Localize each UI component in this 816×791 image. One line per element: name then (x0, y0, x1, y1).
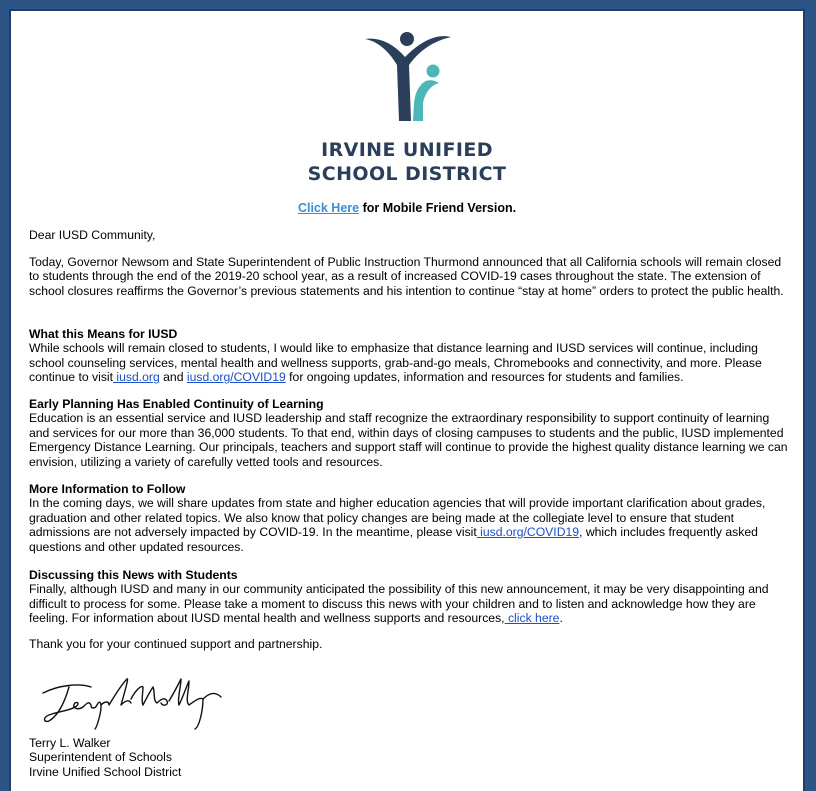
mobile-version-link[interactable]: Click Here (297, 201, 360, 215)
section-text: While schools will remain closed to students, I would like to emphasize that distance learning and IUSD services will continue, including school counseling services, mental health and wellness supports, grab-and-go meals, Chromebooks and connectivity, and more. Please continue to visit (29, 341, 762, 385)
iusd-figures-icon (359, 29, 459, 129)
section-heading: Early Planning Has Enabled Continuity of Learning (29, 397, 324, 411)
signer-organization: Irvine Unified School District (29, 764, 182, 779)
click-here-link[interactable]: click here (504, 611, 560, 626)
section-text: Education is an essential service and IUSD leadership and staff recognize the extraordinary responsibility to support continuity of learning and services for our more than 36,000 students. To that end, within days of closing campuses to students and the public, IUSD implemented Emergency Distance Learning. Our principals, teachers and support staff will continue to provide the highest quality distance learning we can envision, utilizing a variety of carefully vetted tools and resources. (29, 411, 788, 469)
mobile-version-suffix: for Mobile Friend Version. (359, 201, 517, 215)
signer-name: Terry L. Walker (29, 736, 111, 750)
section-text: and (159, 370, 187, 385)
signer-title: Superintendent of Schools (29, 750, 172, 765)
signature-block (29, 736, 181, 779)
section-more-information (29, 482, 789, 554)
handwritten-signature (39, 671, 229, 731)
section-early-planning (29, 397, 789, 469)
section-text: . (559, 611, 563, 626)
logo-text-line2: SCHOOL DISTRICT (307, 163, 507, 185)
section-text: , which includes frequently asked questions and other updated resources. (29, 525, 758, 554)
section-text: for ongoing updates, information and resources for students and families. (285, 370, 684, 385)
thanks-line: Thank you for your continued support and partnership. (29, 637, 323, 651)
iusd-org-link[interactable]: iusd.org (113, 370, 160, 385)
greeting: Dear IUSD Community, (29, 228, 156, 242)
logo-text-line1: IRVINE UNIFIED (321, 139, 493, 161)
mobile-version-line (11, 201, 803, 215)
section-text: Finally, although IUSD and many in our community anticipated the possibility of this new announcement, it may be very disappointing and difficult to process for some. Please take a moment to discuss this news with your children and to listen and acknowledge how they are feeling. For information about IUSD mental health and wellness supports and resources, (29, 582, 769, 626)
iusd-covid19-link[interactable]: iusd.org/COVID19 (186, 370, 286, 385)
section-discussing-news (29, 568, 789, 626)
intro-paragraph: Today, Governor Newsom and State Superintendent of Public Instruction Thurmond announced that all California schools will remain closed to students through the end of the 2019-20 school year, as a result of increased COVID-19 cases throughout the state. The extension of school closures reaffirms the Governor’s previous statements and his intention to continue “stay at home” orders to protect the public health. (29, 255, 784, 298)
section-heading: More Information to Follow (29, 482, 186, 496)
iusd-covid19-link[interactable]: iusd.org/COVID19 (476, 525, 580, 540)
section-heading: Discussing this News with Students (29, 568, 238, 582)
district-logo (11, 29, 803, 199)
section-heading: What this Means for IUSD (29, 327, 178, 341)
email-body (9, 9, 805, 791)
section-text: In the coming days, we will share updates from state and higher education agencies that will provide important clarification about grades, graduation and other related topics. We also know that policy changes are being made at the collegiate level to ensure that student admissions are not adversely impacted by COVID-19. In the meantime, please visit (29, 496, 766, 540)
section-what-this-means (29, 327, 789, 385)
